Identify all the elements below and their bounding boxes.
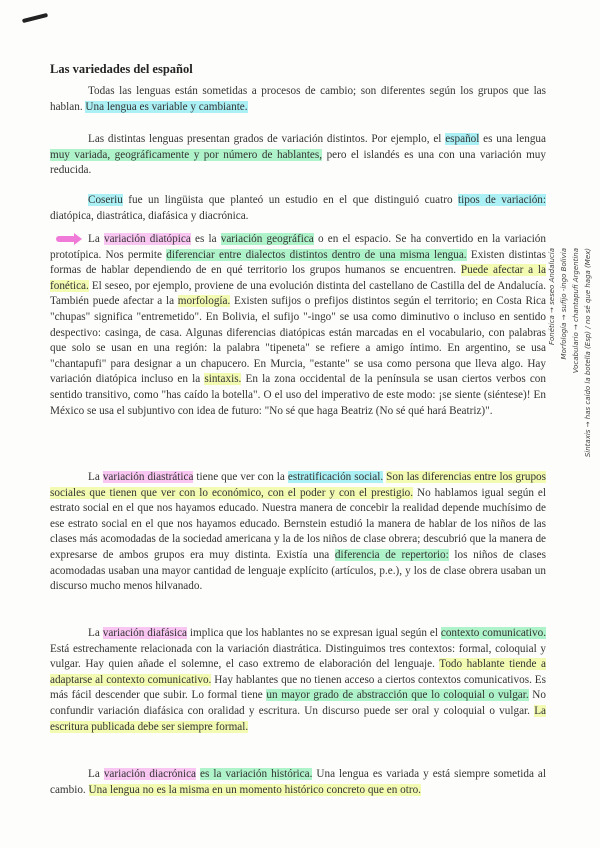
text-segment: Una lengua es variada y está siempre sometida al cambio. — [50, 768, 547, 796]
paragraph-grados — [50, 132, 546, 179]
text-segment: pero el islandés es una con una variación muy reducida. — [50, 148, 546, 177]
text-segment: los niños de clases acomodadas usaban una mayor cantidad de lenguaje explícito (artículos, p.e.), y los de clase obrera usaban un discurso mucho menos hilvanado. — [50, 548, 546, 593]
highlighted-text: un mayor grado de abstracción que lo coloquial o vulgar. — [266, 689, 529, 702]
text-segment: tiene que ver con la — [193, 471, 288, 483]
text-segment: fue un lingüista que planteó un estudio en el que distinguió cuatro — [122, 194, 459, 206]
paragraph-coseriu — [50, 193, 546, 224]
margin-note-line: Morfología → sufijo -ingo Bolivia — [560, 248, 568, 360]
highlighted-text: variación diacrónica — [103, 768, 197, 780]
highlighted-text: Puede afectar a la fonética. — [50, 264, 546, 292]
highlighted-text: variación diafásica — [102, 627, 188, 639]
highlighted-text: Son las diferencias entre los grupos sociales que tienen que ver con lo económico, con el poder y con el prestigio. — [50, 471, 546, 499]
highlighted-text: La escritura publicada debe ser siempre formal. — [50, 704, 546, 733]
highlighted-text: sintaxis. — [204, 373, 242, 386]
text-segment: Existen distintas formas de hablar dependiendo de en qué territorio los grupos humanos se encuentren. — [50, 248, 546, 277]
text-segment: La — [88, 768, 104, 780]
highlighted-text: Una lengua no es la misma en un momento histórico concreto que en otro. — [88, 783, 421, 796]
margin-note-line: Vocabulario → chantapufi Argentina — [572, 248, 580, 374]
text-segment: es una lengua — [479, 133, 546, 145]
paragraph-diacronica — [50, 767, 546, 798]
margin-note-line: Sintaxis → has caído la botella (Esp) / no sé que haga (Mex) — [584, 248, 592, 458]
highlighted-text: tipos de variación: — [458, 194, 547, 206]
highlighted-text: Todo hablante tiende a adaptarse al contexto comunicativo. — [50, 658, 546, 686]
text-segment: No confundir variación diafásica con oralidad y escritura. Un discurso puede ser oral y coloquial o vulgar. — [50, 689, 546, 717]
paragraph-diatopica — [50, 232, 546, 419]
handwritten-margin-note — [548, 248, 600, 488]
text-segment: Existen sufijos o prefijos distintos según el territorio; en Costa Rica "chupas" significa "entremetido". En Bolivia, el sufijo "-ingo" se usa como diminutivo o incluso en sentido despectivo: casinga, de casa. Algunas diferencias diatópicas están marcadas en el vocabulario, con palabras que solo se usan en una región: la palabra "tipeneta" se refiere a amigo íntimo. En argentino, se usa "chantapufi" para designar a un chapucero. En Murcia, "estante" se usa como persona que lleva algo. Hay variación diatópica incluso en la — [50, 295, 546, 386]
highlighted-text: variación diastrática — [102, 471, 194, 483]
highlighted-text: variación diatópica — [103, 233, 191, 245]
paragraph-diastratica — [50, 470, 546, 595]
highlighted-text: diferencia de repertorio: — [334, 548, 449, 561]
paragraph-diafasica — [50, 626, 546, 735]
margin-note-line: Fonética → seseo Andalucía — [548, 248, 556, 346]
highlighted-text: morfología. — [177, 295, 231, 308]
highlighted-text: estratificación social. — [287, 471, 384, 483]
text-segment: diatópica, diastrática, diafásica y diacrónica. — [50, 209, 249, 222]
text-segment: Hay hablantes que no tienen acceso a ciertos contextos comunicativos. Es más fácil descender que subir. Lo formal tiene — [50, 673, 546, 702]
text-segment: o en el espacio. Se ha convertido en la variación prototípica. Nos permite — [50, 233, 546, 261]
highlighted-text: Una lengua es variable y cambiante. — [85, 100, 248, 113]
text-segment: Las distintas lenguas presentan grados de variación distintos. Por ejemplo, el — [88, 133, 446, 145]
text-segment: No hablamos igual según el estrato social en el que nos hayamos educado. Nuestra manera de concebir la realidad depende muchísimo de ese estrato social en el que nos hayamos educado. Bernstein estudió la manera de hablar de los niños de las clases más acomodadas de la sociedad americana y la de los niños de clase obrera; descubrió que la manera de expresarse de ambos grupos era muy distinta. Existía una — [50, 486, 547, 561]
text-segment: La — [88, 233, 104, 245]
text-segment: es la — [190, 233, 221, 245]
text-segment: Está estrechamente relacionada con la variación diastrática. Distinguimos tres contextos: formal, coloquial y vulgar. Hay quien añade el solemne, el caso extremo de elaboración del lenguaje. — [50, 642, 546, 671]
highlighted-text: contexto comunicativo. — [440, 627, 546, 639]
highlighted-text: muy variada, geográficamente y por número de hablantes, — [50, 148, 323, 161]
text-segment: En la zona occidental de la península se usan ciertos verbos con sentido transitivo, como "has caído la botella". O el uso del imperativo de este modo: ¡se siente (siéntese)! En México se usa el subjuntivo con idea de futuro: "No sé que haga Beatriz (No sé qué hará Beatriz)". — [50, 373, 546, 417]
paragraph-intro — [50, 84, 546, 115]
pen-mark — [22, 13, 48, 23]
text-segment: La — [88, 627, 103, 639]
text-segment: La — [88, 471, 103, 483]
highlighted-text: Coseriu — [88, 194, 123, 206]
text-segment: implica que los hablantes no se expresan igual según el — [187, 627, 441, 639]
page-title: Las variedades del español — [50, 62, 193, 76]
text-segment: Todas las lenguas están sometidas a procesos de cambio; son diferentes según los grupos que las hablan. — [50, 85, 546, 113]
highlighted-text: variación geográfica — [220, 233, 314, 245]
highlighted-text: español — [445, 133, 480, 145]
text-segment: El seseo, por ejemplo, proviene de una evolución distinta del castellano de Castilla del de Andalucía. También puede afectar a la — [50, 279, 546, 308]
highlighted-text: diferenciar entre dialectos distintos dentro de una misma lengua. — [166, 248, 467, 261]
highlighted-text: es la variación histórica. — [200, 768, 313, 780]
